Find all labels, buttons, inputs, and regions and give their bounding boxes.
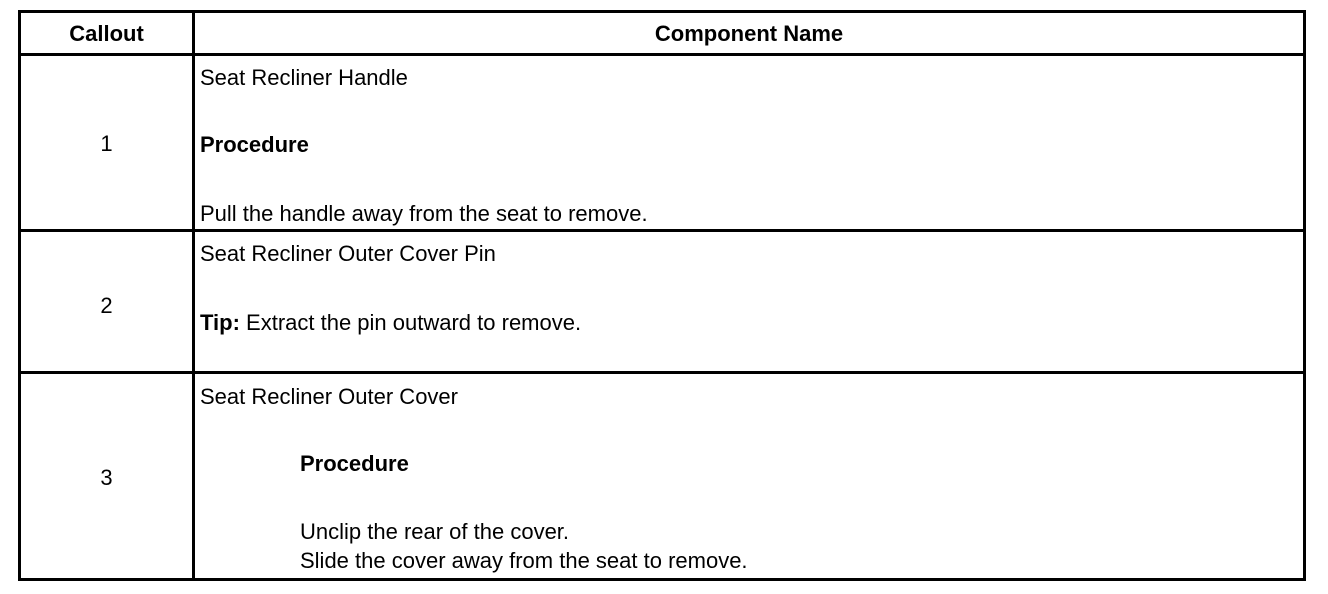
procedure-heading: Procedure bbox=[300, 451, 409, 476]
procedure-step: Pull the handle away from the seat to remove. bbox=[200, 201, 648, 226]
procedure-step: Unclip the rear of the cover. bbox=[300, 519, 570, 544]
procedure-heading: Procedure bbox=[200, 132, 309, 157]
column-divider bbox=[192, 13, 195, 578]
component-table bbox=[18, 10, 1306, 581]
header-callout: Callout bbox=[69, 21, 144, 46]
callout-number: 2 bbox=[100, 293, 113, 318]
tip-label: Tip: bbox=[200, 310, 240, 335]
component-name: Seat Recliner Handle bbox=[200, 65, 408, 90]
callout-number: 3 bbox=[100, 465, 113, 490]
tip-text: Extract the pin outward to remove. bbox=[239, 310, 582, 335]
header-component-name: Component Name bbox=[654, 21, 844, 46]
row-divider bbox=[21, 371, 1303, 374]
component-name: Seat Recliner Outer Cover bbox=[200, 384, 458, 409]
component-name: Seat Recliner Outer Cover Pin bbox=[200, 241, 496, 266]
tip-line bbox=[200, 310, 581, 336]
callout-number: 1 bbox=[100, 131, 113, 156]
row-divider bbox=[21, 229, 1303, 232]
procedure-step: Slide the cover away from the seat to remove. bbox=[300, 548, 748, 573]
header-divider bbox=[21, 53, 1303, 56]
